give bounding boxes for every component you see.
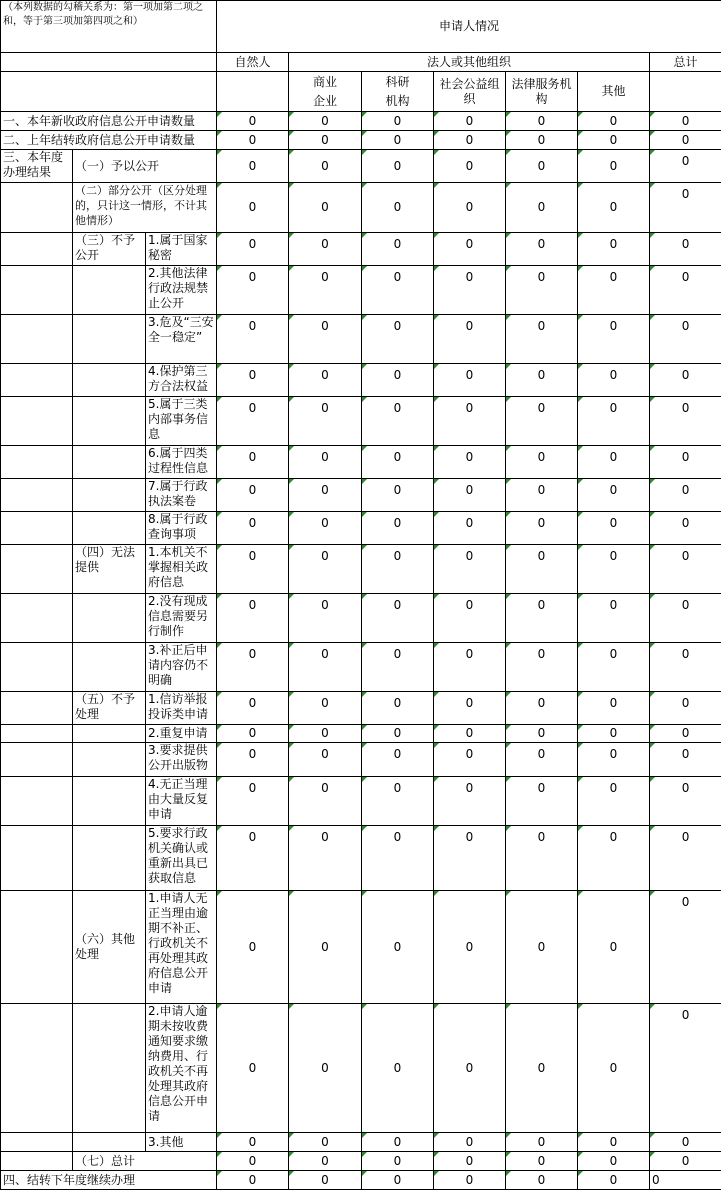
cell-value: 0 [362,266,434,315]
cell-value: 0 [362,112,434,131]
blank-cell [1,777,73,826]
cell-value: 0 [434,1004,506,1133]
row-label: 二、上年结转政府信息公开申请数量 [1,131,217,150]
cell-value: 0 [650,1171,721,1190]
cell-value: 0 [362,446,434,479]
blank-cell [73,315,146,364]
cell-value: 0 [362,479,434,512]
cell-value: 0 [506,1004,578,1133]
cell-value: 0 [650,1133,721,1152]
row-label: 5.属于三类内部事务信息 [146,397,217,446]
cell-value: 0 [578,183,650,233]
row-label: 1.信访举报投诉类申请 [146,692,217,725]
group-5-title: （五）不予处理 [73,692,146,725]
cell-value: 0 [434,643,506,692]
cell-value: 0 [506,743,578,777]
header-blank [217,72,289,112]
cell-value: 0 [578,512,650,545]
blank-cell [73,743,146,777]
cell-value: 0 [506,364,578,397]
row-label: 3.其他 [146,1133,217,1152]
cell-value: 0 [506,891,578,1004]
commercial-header [289,72,362,112]
blank-cell [1,233,73,266]
cell-value: 0 [506,777,578,826]
cell-value: 0 [434,112,506,131]
blank-cell [1,479,73,512]
cell-value: 0 [289,233,362,266]
cell-value: 0 [289,1152,362,1171]
blank-cell [1,594,73,643]
cell-value: 0 [650,233,721,266]
blank-cell [1,1133,73,1152]
cell-value: 0 [650,364,721,397]
cell-value: 0 [434,692,506,725]
cell-value: 0 [362,692,434,725]
cell-value: 0 [506,446,578,479]
cell-value: 0 [434,131,506,150]
cell-value: 0 [578,594,650,643]
table-note: （本列数据的勾稽关系为：第一项加第二项之和，等于第三项加第四项之和） [1,1,217,53]
cell-value: 0 [289,364,362,397]
cell-value: 0 [650,545,721,594]
cell-value: 0 [289,183,362,233]
cell-value: 0 [578,446,650,479]
cell-value: 0 [217,545,289,594]
blank-cell [73,512,146,545]
cell-value: 0 [217,233,289,266]
cell-value: 0 [362,315,434,364]
blank-cell [1,725,73,743]
cell-value: 0 [578,397,650,446]
row-label: 一、本年新收政府信息公开申请数量 [1,112,217,131]
cell-value: 0 [362,891,434,1004]
cell-value: 0 [217,743,289,777]
cell-value: 0 [650,131,721,150]
social-org-header: 社会公益组织 [434,72,506,112]
cell-value: 0 [217,692,289,725]
cell-value: 0 [362,777,434,826]
cell-value: 0 [217,594,289,643]
row-label: （二）部分公开（区分处理的，只计这一情形，不计其他情形） [73,183,217,233]
cell-value: 0 [434,743,506,777]
cell-value: 0 [578,826,650,891]
cell-value: 0 [650,266,721,315]
blank-cell [1,743,73,777]
group-6-title: （六）其他处理 [73,891,146,1004]
cell-value: 0 [362,1133,434,1152]
cell-value: 0 [578,112,650,131]
cell-value: 0 [217,446,289,479]
cell-value: 0 [506,826,578,891]
cell-value: 0 [650,1004,721,1133]
blank-cell [1,1152,73,1171]
cell-value: 0 [506,397,578,446]
cell-value: 0 [434,777,506,826]
cell-value: 0 [362,826,434,891]
cell-value: 0 [506,266,578,315]
blank-cell [1,1004,73,1133]
other-header: 其他 [578,72,650,112]
cell-value: 0 [434,364,506,397]
blank-cell [73,397,146,446]
cell-value: 0 [362,594,434,643]
blank-cell [1,512,73,545]
cell-value: 0 [362,1152,434,1171]
cell-value: 0 [506,233,578,266]
cell-value: 0 [650,112,721,131]
cell-value: 0 [362,512,434,545]
cell-value: 0 [362,1004,434,1133]
section-3-title: 三、本年度办理结果 [1,150,73,183]
blank-cell [73,446,146,479]
cell-value: 0 [289,594,362,643]
cell-value: 0 [434,891,506,1004]
cell-value: 0 [289,777,362,826]
row-label: 2.没有现成信息需要另行制作 [146,594,217,643]
cell-value: 0 [506,131,578,150]
cell-value: 0 [289,315,362,364]
research-header [362,72,434,112]
cell-value: 0 [578,479,650,512]
cell-value: 0 [289,725,362,743]
row-label: 2.重复申请 [146,725,217,743]
blank-cell [73,1004,146,1133]
cell-value: 0 [362,545,434,594]
cell-value: 0 [650,446,721,479]
blank-cell [1,446,73,479]
cell-value: 0 [506,725,578,743]
blank-cell [73,1133,146,1152]
cell-value: 0 [289,643,362,692]
cell-value: 0 [650,692,721,725]
cell-value: 0 [362,743,434,777]
blank-cell [73,479,146,512]
row-label: 3.补正后申请内容仍不明确 [146,643,217,692]
cell-value: 0 [434,826,506,891]
blank-cell [1,397,73,446]
row-label: 1.属于国家秘密 [146,233,217,266]
row-label: 2.其他法律行政法规禁止公开 [146,266,217,315]
header-blank [1,53,217,72]
group-3-title: （三）不予公开 [73,233,146,266]
cell-value: 0 [506,1133,578,1152]
cell-value: 0 [434,183,506,233]
row-label: 1.本机关不掌握相关政府信息 [146,545,217,594]
cell-value: 0 [578,131,650,150]
cell-value: 0 [362,397,434,446]
cell-value: 0 [650,594,721,643]
cell-value: 0 [578,315,650,364]
blank-cell [1,692,73,725]
cell-value: 0 [362,1171,434,1190]
total-header: 总计 [650,53,721,72]
cell-value: 0 [650,826,721,891]
cell-value: 0 [289,479,362,512]
row-label: 4.保护第三方合法权益 [146,364,217,397]
cell-value: 0 [578,692,650,725]
cell-value: 0 [434,725,506,743]
legal-service-header: 法律服务机构 [506,72,578,112]
cell-value: 0 [578,777,650,826]
cell-value: 0 [289,743,362,777]
cell-value: 0 [217,112,289,131]
cell-value: 0 [217,1171,289,1190]
cell-value: 0 [578,1004,650,1133]
cell-value: 0 [506,1152,578,1171]
cell-value: 0 [650,512,721,545]
cell-value: 0 [217,1152,289,1171]
cell-value: 0 [650,1152,721,1171]
cell-value: 0 [289,512,362,545]
blank-cell [73,777,146,826]
cell-value: 0 [217,364,289,397]
row-label: 5.要求行政机关确认或重新出具已获取信息 [146,826,217,891]
cell-value: 0 [289,1171,362,1190]
cell-value: 0 [217,643,289,692]
research-line2: 机构 [385,93,410,108]
blank-cell [73,266,146,315]
blank-cell [1,545,73,594]
blank-cell [1,183,73,233]
cell-value: 0 [217,1133,289,1152]
cell-value: 0 [217,891,289,1004]
cell-value: 0 [650,743,721,777]
cell-value: 0 [434,150,506,183]
cell-value: 0 [650,150,721,183]
cell-value: 0 [362,364,434,397]
applicant-situation-header: 申请人情况 [217,1,721,53]
cell-value: 0 [506,150,578,183]
row-label: 4.无正当理由大量反复申请 [146,777,217,826]
cell-value: 0 [434,512,506,545]
legal-org-header: 法人或其他组织 [289,53,650,72]
blank-cell [1,315,73,364]
row-label: （一）予以公开 [73,150,217,183]
commercial-line1: 商业 [312,74,337,89]
cell-value: 0 [650,725,721,743]
cell-value: 0 [578,643,650,692]
cell-value: 0 [362,183,434,233]
cell-value: 0 [578,150,650,183]
cell-value: 0 [578,233,650,266]
cell-value: 0 [289,131,362,150]
cell-value: 0 [289,891,362,1004]
cell-value: 0 [650,183,721,233]
cell-value: 0 [434,266,506,315]
cell-value: 0 [578,266,650,315]
cell-value: 0 [289,266,362,315]
cell-value: 0 [434,233,506,266]
cell-value: 0 [289,112,362,131]
row-label: 6.属于四类过程性信息 [146,446,217,479]
cell-value: 0 [217,397,289,446]
cell-value: 0 [434,594,506,643]
cell-value: 0 [434,446,506,479]
cell-value: 0 [650,777,721,826]
cell-value: 0 [289,397,362,446]
cell-value: 0 [362,233,434,266]
cell-value: 0 [362,643,434,692]
row-label: 3.要求提供公开出版物 [146,743,217,777]
cell-value: 0 [506,594,578,643]
cell-value: 0 [289,150,362,183]
cell-value: 0 [506,512,578,545]
natural-person-header: 自然人 [217,53,289,72]
row-label: 1.申请人无正当理由逾期不补正、行政机关不再处理其政府信息公开申请 [146,891,217,1004]
blank-cell [73,364,146,397]
cell-value: 0 [434,545,506,594]
cell-value: 0 [434,1152,506,1171]
research-line1: 科研 [385,74,410,89]
row-label: 7.属于行政执法案卷 [146,479,217,512]
cell-value: 0 [434,397,506,446]
row-label: 2.申请人逾期未按收费通知要求缴纳费用、行政机关不再处理其政府信息公开申请 [146,1004,217,1133]
cell-value: 0 [506,183,578,233]
cell-value: 0 [578,364,650,397]
blank-cell [1,826,73,891]
cell-value: 0 [578,545,650,594]
cell-value: 0 [506,479,578,512]
row-label: 3.危及“三安全一稳定” [146,315,217,364]
cell-value: 0 [578,725,650,743]
cell-value: 0 [650,315,721,364]
cell-value: 0 [289,446,362,479]
cell-value: 0 [578,1171,650,1190]
cell-value: 0 [434,1171,506,1190]
cell-value: 0 [578,1133,650,1152]
cell-value: 0 [289,826,362,891]
cell-value: 0 [578,891,650,1004]
row-label: 四、结转下年度继续办理 [1,1171,217,1190]
cell-value: 0 [217,131,289,150]
cell-value: 0 [506,315,578,364]
cell-value: 0 [434,315,506,364]
cell-value: 0 [217,1004,289,1133]
cell-value: 0 [650,479,721,512]
row-label: 8.属于行政查询事项 [146,512,217,545]
cell-value: 0 [289,1004,362,1133]
cell-value: 0 [578,1152,650,1171]
cell-value: 0 [506,1171,578,1190]
commercial-line2: 企业 [312,93,337,108]
cell-value: 0 [650,891,721,1004]
cell-value: 0 [434,1133,506,1152]
cell-value: 0 [362,725,434,743]
cell-value: 0 [217,266,289,315]
cell-value: 0 [217,725,289,743]
blank-cell [73,725,146,743]
blank-cell [73,643,146,692]
blank-cell [73,594,146,643]
cell-value: 0 [362,150,434,183]
row-label: （七）总计 [73,1152,217,1171]
blank-cell [73,826,146,891]
cell-value: 0 [506,112,578,131]
cell-value: 0 [578,743,650,777]
blank-cell [1,364,73,397]
cell-value: 0 [506,692,578,725]
cell-value: 0 [217,826,289,891]
blank-cell [1,891,73,1004]
cell-value: 0 [506,643,578,692]
blank-cell [1,266,73,315]
cell-value: 0 [217,150,289,183]
cell-value: 0 [289,1133,362,1152]
cell-value: 0 [217,315,289,364]
cell-value: 0 [434,479,506,512]
cell-value: 0 [217,183,289,233]
cell-value: 0 [217,777,289,826]
cell-value: 0 [506,545,578,594]
cell-value: 0 [217,512,289,545]
header-blank [1,72,217,112]
cell-value: 0 [289,692,362,725]
blank-cell [1,643,73,692]
cell-value: 0 [650,397,721,446]
cell-value: 0 [650,643,721,692]
cell-value: 0 [289,545,362,594]
group-4-title: （四）无法提供 [73,545,146,594]
cell-value: 0 [362,131,434,150]
header-blank [650,72,721,112]
cell-value: 0 [217,479,289,512]
